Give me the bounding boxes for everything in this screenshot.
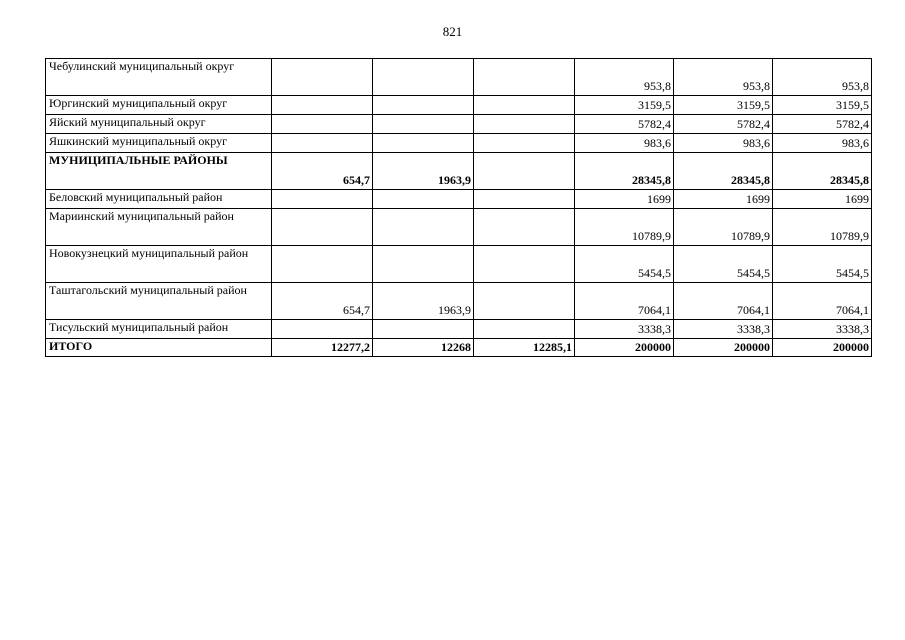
cell-value	[373, 209, 474, 246]
row-name: ИТОГО	[46, 339, 272, 357]
cell-value	[373, 320, 474, 339]
table-row-total	[46, 339, 872, 357]
cell-value	[373, 115, 474, 134]
row-name: Таштагольский муниципальный район	[46, 283, 272, 320]
cell-value: 3159,5	[674, 96, 773, 115]
cell-value: 10789,9	[674, 209, 773, 246]
cell-value	[474, 134, 575, 153]
cell-value	[272, 190, 373, 209]
row-name: Яшкинский муниципальный округ	[46, 134, 272, 153]
table-row	[46, 283, 872, 320]
cell-value: 3159,5	[773, 96, 872, 115]
cell-value	[474, 283, 575, 320]
cell-value: 983,6	[575, 134, 674, 153]
row-name: МУНИЦИПАЛЬНЫЕ РАЙОНЫ	[46, 153, 272, 190]
cell-value: 28345,8	[674, 153, 773, 190]
cell-value	[272, 320, 373, 339]
cell-value	[474, 320, 575, 339]
table-row	[46, 320, 872, 339]
cell-value	[373, 246, 474, 283]
cell-value: 654,7	[272, 153, 373, 190]
cell-value: 1699	[575, 190, 674, 209]
cell-value: 7064,1	[773, 283, 872, 320]
cell-value	[474, 115, 575, 134]
cell-value: 654,7	[272, 283, 373, 320]
cell-value	[474, 96, 575, 115]
cell-value: 10789,9	[575, 209, 674, 246]
table-row	[46, 134, 872, 153]
cell-value	[474, 209, 575, 246]
row-name: Мариинский муниципальный район	[46, 209, 272, 246]
row-name: Юргинский муниципальный округ	[46, 96, 272, 115]
cell-value: 28345,8	[575, 153, 674, 190]
cell-value: 3338,3	[773, 320, 872, 339]
cell-value: 983,6	[674, 134, 773, 153]
cell-value	[373, 134, 474, 153]
cell-value: 7064,1	[674, 283, 773, 320]
cell-value: 10789,9	[773, 209, 872, 246]
table-row	[46, 190, 872, 209]
cell-value: 3159,5	[575, 96, 674, 115]
table-row	[46, 96, 872, 115]
cell-value: 200000	[575, 339, 674, 357]
cell-value	[272, 246, 373, 283]
cell-value: 1963,9	[373, 283, 474, 320]
cell-value: 200000	[674, 339, 773, 357]
cell-value: 5782,4	[773, 115, 872, 134]
row-name: Новокузнецкий муниципальный район	[46, 246, 272, 283]
cell-value: 28345,8	[773, 153, 872, 190]
cell-value: 1699	[674, 190, 773, 209]
table-row	[46, 246, 872, 283]
table-row	[46, 115, 872, 134]
cell-value	[373, 96, 474, 115]
cell-value: 5454,5	[575, 246, 674, 283]
cell-value	[474, 246, 575, 283]
cell-value: 1963,9	[373, 153, 474, 190]
cell-value: 953,8	[773, 59, 872, 96]
cell-value: 12285,1	[474, 339, 575, 357]
cell-value	[373, 59, 474, 96]
table-row	[46, 209, 872, 246]
page-number: 821	[442, 24, 463, 39]
cell-value	[373, 190, 474, 209]
row-name: Чебулинский муниципальный округ	[46, 59, 272, 96]
cell-value: 953,8	[575, 59, 674, 96]
cell-value: 953,8	[674, 59, 773, 96]
cell-value	[474, 190, 575, 209]
table-row	[46, 153, 872, 190]
cell-value	[272, 115, 373, 134]
cell-value	[272, 209, 373, 246]
cell-value: 983,6	[773, 134, 872, 153]
row-name: Тисульский муниципальный район	[46, 320, 272, 339]
cell-value	[272, 59, 373, 96]
cell-value: 200000	[773, 339, 872, 357]
cell-value: 12268	[373, 339, 474, 357]
row-name: Беловский муниципальный район	[46, 190, 272, 209]
row-name: Яйский муниципальный округ	[46, 115, 272, 134]
cell-value: 5782,4	[674, 115, 773, 134]
cell-value	[272, 96, 373, 115]
cell-value	[272, 134, 373, 153]
cell-value: 5782,4	[575, 115, 674, 134]
cell-value: 12277,2	[272, 339, 373, 357]
cell-value: 5454,5	[674, 246, 773, 283]
table-row	[46, 59, 872, 96]
cell-value: 5454,5	[773, 246, 872, 283]
cell-value: 3338,3	[674, 320, 773, 339]
cell-value	[474, 59, 575, 96]
cell-value	[474, 153, 575, 190]
cell-value: 3338,3	[575, 320, 674, 339]
cell-value: 1699	[773, 190, 872, 209]
cell-value: 7064,1	[575, 283, 674, 320]
budget-table	[45, 58, 872, 357]
